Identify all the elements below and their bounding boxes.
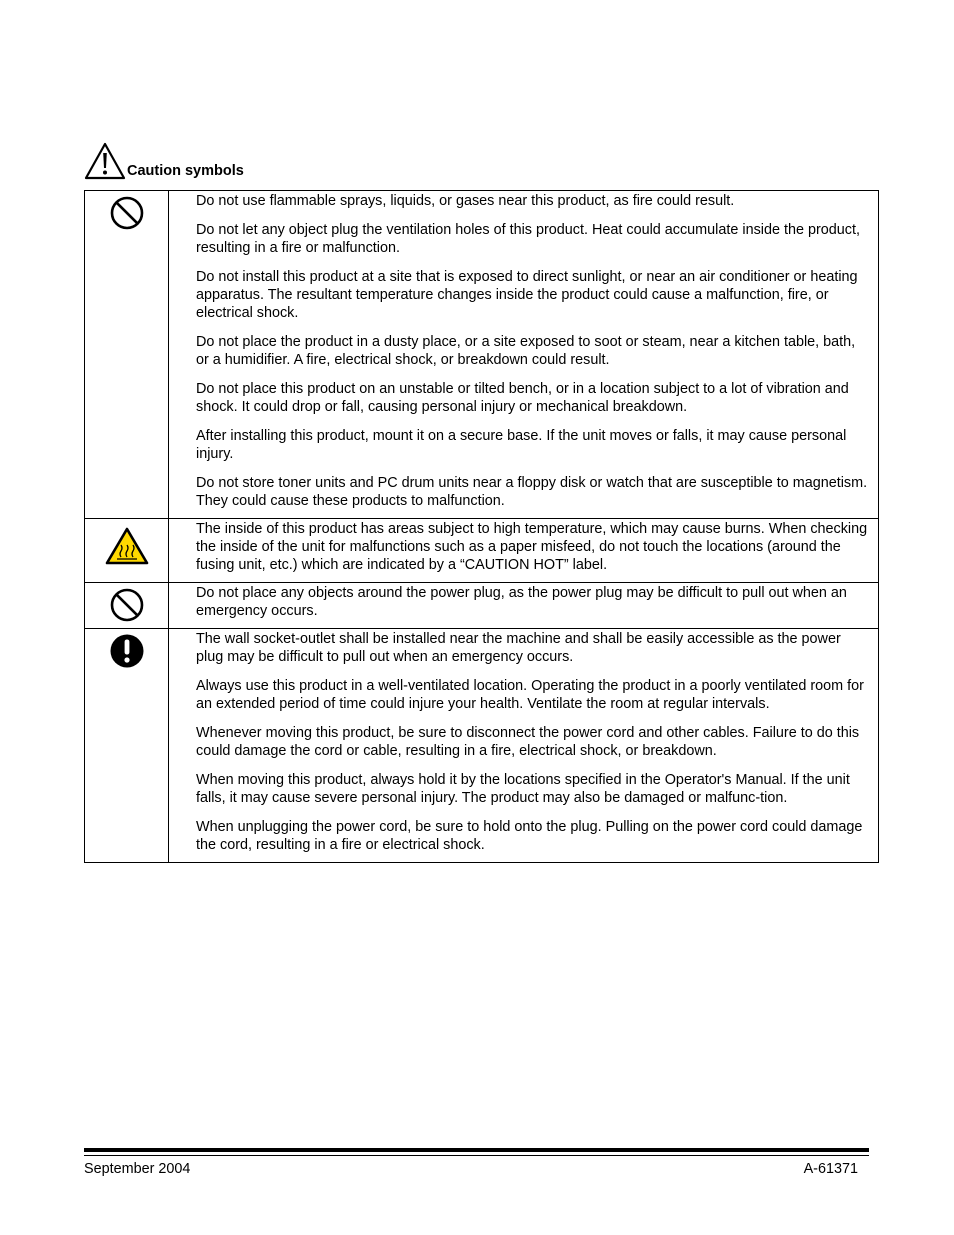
footer-rule-thin <box>84 1155 869 1156</box>
text-cell <box>169 191 879 519</box>
section-title: Caution symbols <box>127 163 244 179</box>
symbol-cell <box>85 583 169 629</box>
symbol-cell <box>85 519 169 583</box>
mandatory-action-icon <box>109 633 145 669</box>
caution-row <box>85 629 879 863</box>
symbol-cell <box>85 191 169 519</box>
text-cell <box>169 629 879 863</box>
caution-item: Do not place the product in a dusty place, or a site exposed to soot or steam, near a kitchen table, bath, or a humidifier. A fire, electrical shock, or breakdown could result. <box>196 334 856 368</box>
caution-item: Do not use flammable sprays, liquids, or gases near this product, as fire could result. <box>196 193 735 209</box>
caution-item: Do not store toner units and PC drum units near a floppy disk or watch that are susceptible to magnetism. They could cause these products to malfunction. <box>196 475 868 509</box>
prohibition-icon <box>109 195 145 231</box>
caution-item: Whenever moving this product, be sure to disconnect the power cord and other cables. Failure to do this could damage the cord or cable, resulting in a fire, electrical shock, or breakdown. <box>196 725 860 759</box>
text-cell <box>169 583 879 629</box>
caution-item: When moving this product, always hold it by the locations specified in the Operator's Manual. If the unit falls, it may cause severe personal injury. The product may also be damaged or malfunc-tion. <box>196 772 850 806</box>
caution-row <box>85 583 879 629</box>
caution-table <box>84 190 879 863</box>
footer-rule-thick <box>84 1148 869 1152</box>
caution-item: Do not place this product on an unstable or tilted bench, or in a location subject to a lot of vibration and shock. It could drop or fall, causing personal injury or mechanical breakdown. <box>196 381 849 415</box>
footer-doc-number: A-61371 <box>803 1161 858 1177</box>
caution-item: After installing this product, mount it on a secure base. If the unit moves or falls, it may cause personal injury. <box>196 428 847 462</box>
caution-item: The inside of this product has areas subject to high temperature, which may cause burns. When checking the inside of the unit for malfunctions such as a paper misfeed, do not touch the locations (around the fusing unit, etc.) which are indicated by a “CAUTION HOT” label. <box>196 521 868 573</box>
warning-triangle-icon <box>84 142 126 180</box>
caution-row <box>85 191 879 519</box>
footer-date: September 2004 <box>84 1161 191 1177</box>
section-heading <box>84 140 244 180</box>
caution-item: Do not place any objects around the power plug, as the power plug may be difficult to pull out when an emergency occurs. <box>196 585 847 619</box>
caution-item: The wall socket-outlet shall be installed near the machine and shall be easily accessible as the power plug may be difficult to pull out when an emergency occurs. <box>196 631 841 665</box>
text-cell <box>169 519 879 583</box>
caution-item: When unplugging the power cord, be sure to hold onto the plug. Pulling on the power cord could damage the cord, resulting in a fire or electrical shock. <box>196 819 863 853</box>
caution-row <box>85 519 879 583</box>
prohibition-icon <box>109 587 145 623</box>
hot-surface-icon <box>105 527 149 565</box>
symbol-cell <box>85 629 169 863</box>
caution-item: Do not let any object plug the ventilation holes of this product. Heat could accumulate inside the product, resulting in a fire or malfunction. <box>196 222 860 256</box>
caution-item: Always use this product in a well-ventilated location. Operating the product in a poorly ventilated room for an extended period of time could injure your health. Ventilate the room at regular intervals. <box>196 678 864 712</box>
caution-item: Do not install this product at a site that is exposed to direct sunlight, or near an air conditioner or heating apparatus. The resultant temperature changes inside the product could cause a malfunction, fire, or electrical shock. <box>196 269 858 321</box>
